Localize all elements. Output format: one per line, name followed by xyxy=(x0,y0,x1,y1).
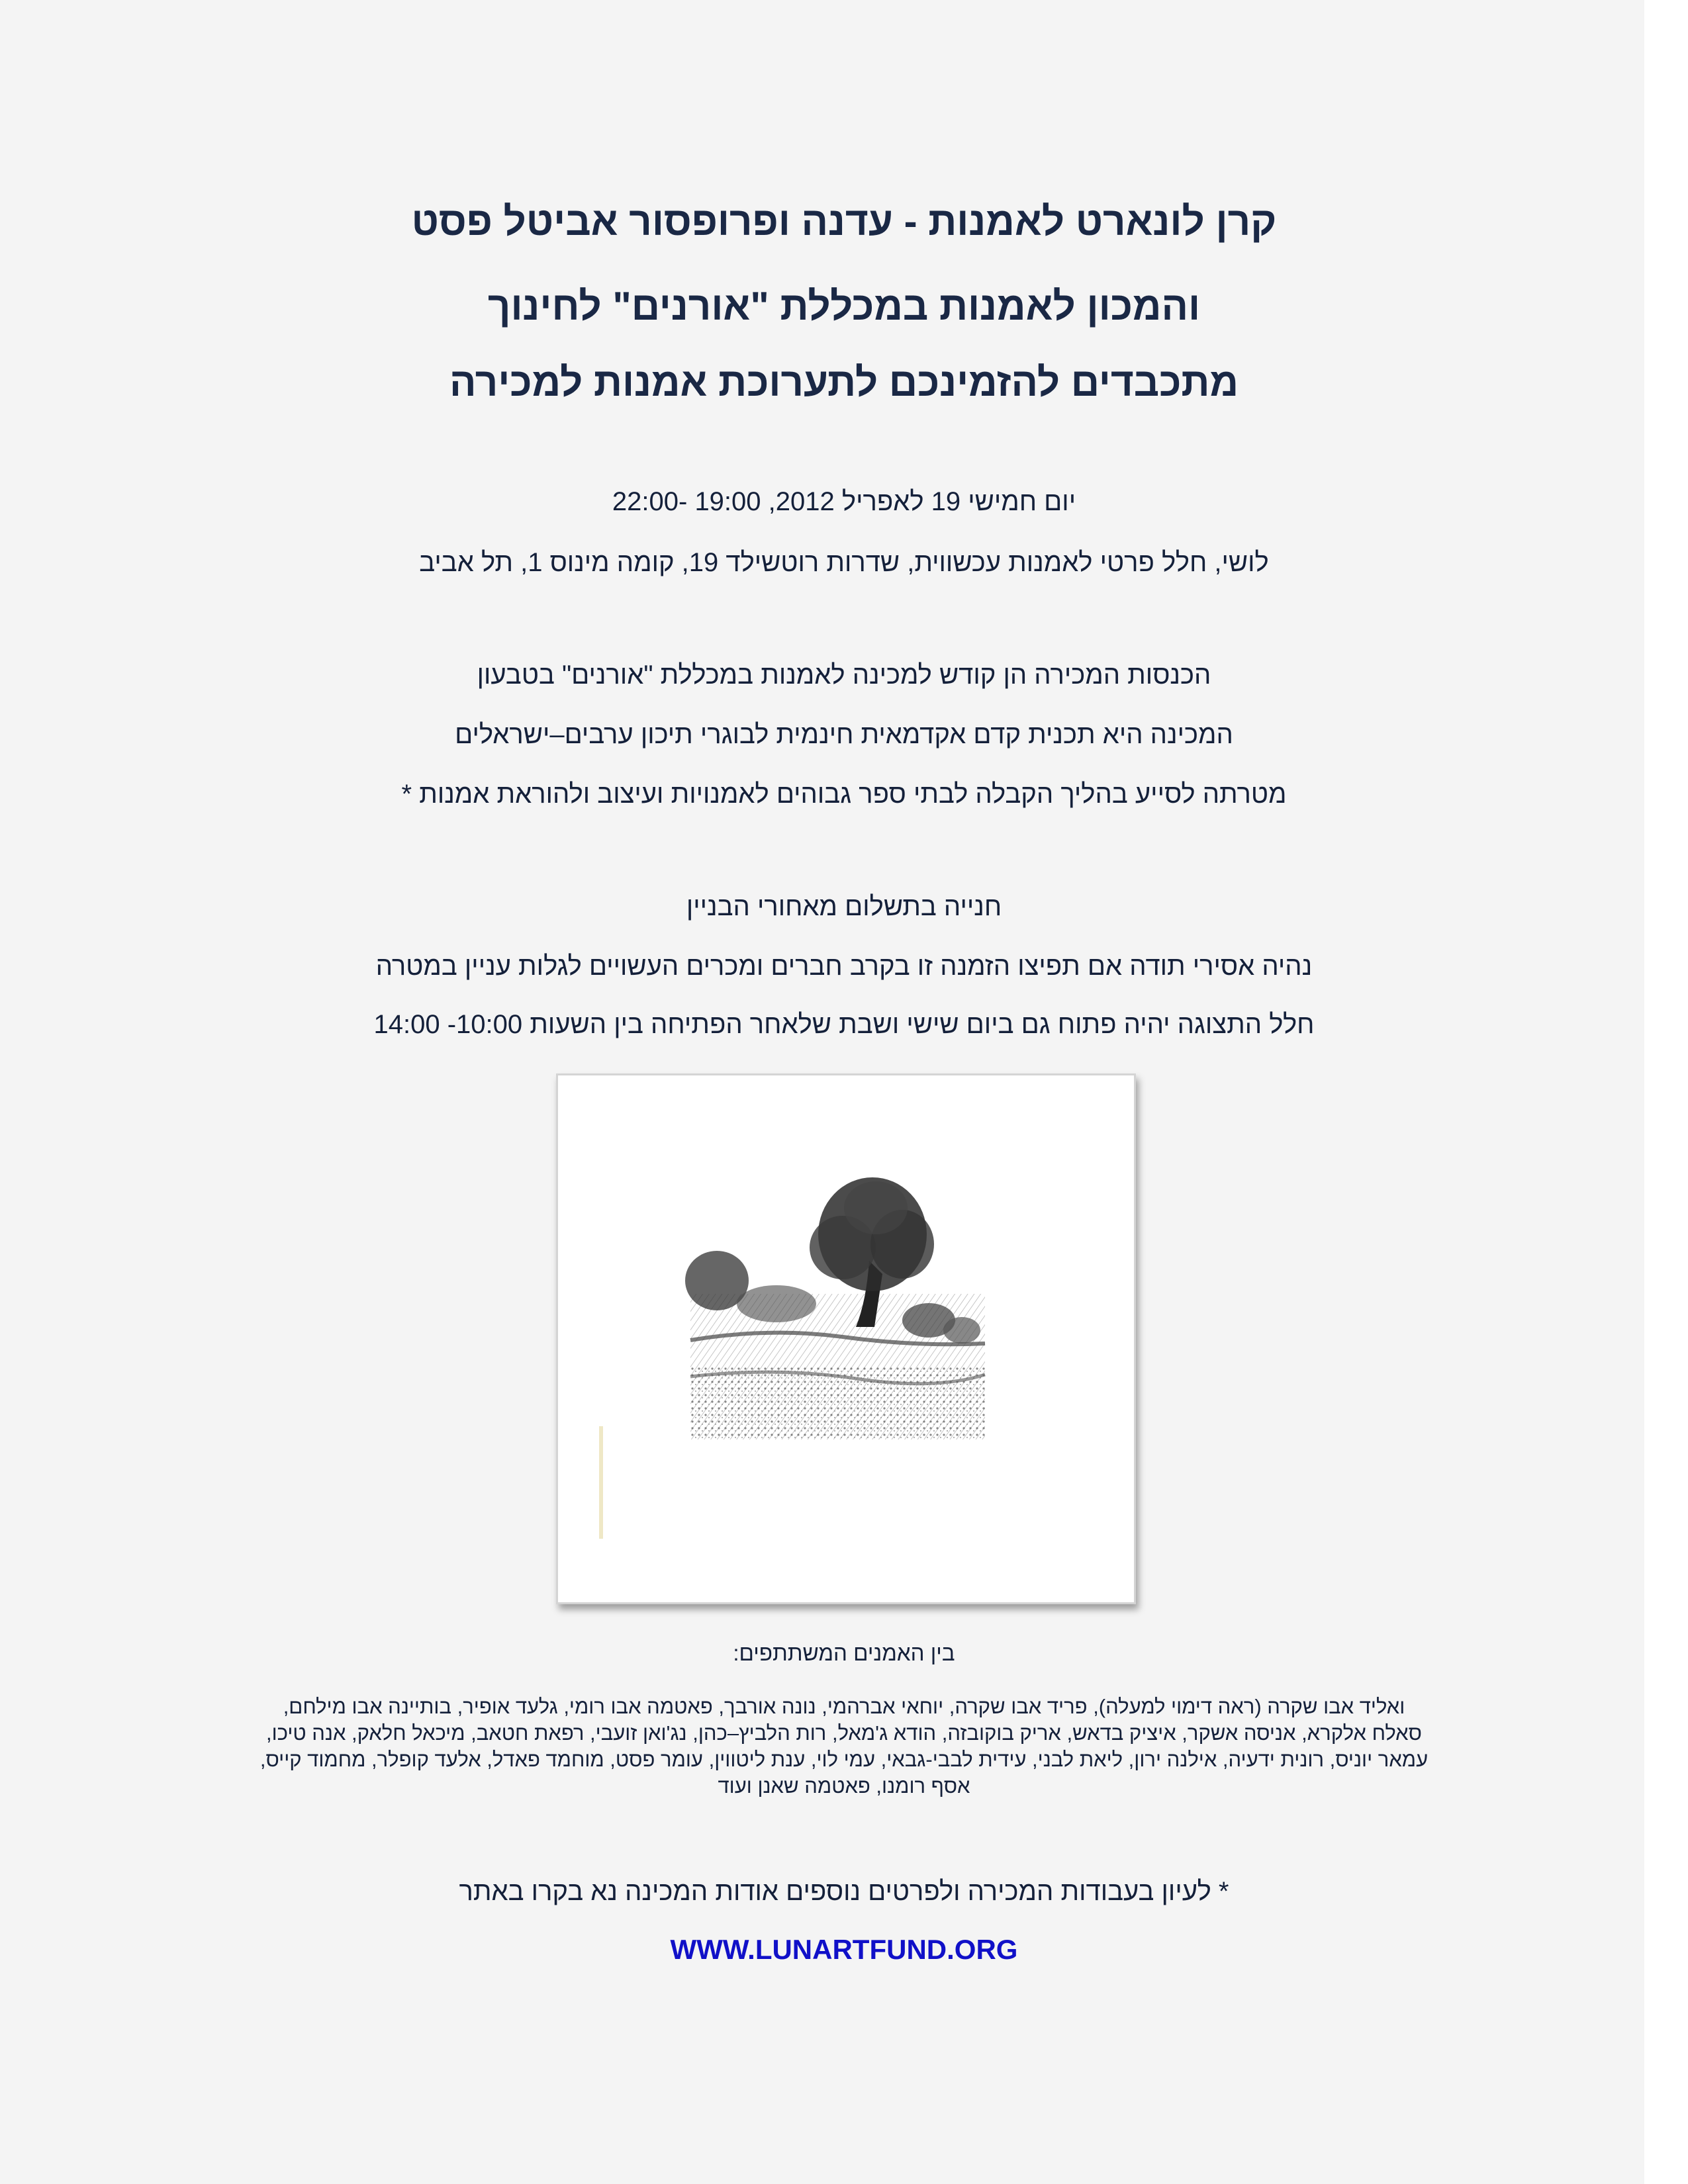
website-link[interactable]: WWW.LUNARTFUND.ORG xyxy=(670,1934,1018,1965)
artists-line-3: עמאר יוניס, רונית ידעיה, אילנה ירון, ליאת לבני, עידית לבבי-גבאי, עמי לוי, ענת ליטווין, עומר פסט, מוחמד פאדל, אלעד קופלר, מחמוד קייס, xyxy=(259,1748,1429,1771)
artists-line-4: אסף רומנו, פאטמה שאנן ועוד xyxy=(718,1774,970,1797)
artists-line-2: סאלח אלקרא, אניסה אשקר, איציק בדאש, אריק בוקובזה, הודא ג'מאל, רות הלביץ–כהן, נג'ואן זועבי, רפאת חטאב, מיכאל חלאק, אנה טיכו, xyxy=(266,1721,1422,1745)
footer-note: * לעיון בעבודות המכירה ולפרטים נוספים אודות המכינה נא בקרו באתר xyxy=(459,1877,1229,1906)
parking-info: חנייה בתשלום מאחורי הבניין xyxy=(686,892,1002,921)
event-location: לושי, חלל פרטי לאמנות עכשווית, שדרות רוטשילד 19, קומה מינוס 1, תל אביב xyxy=(419,548,1269,577)
artists-line-1: ואליד אבו שקרה (ראה דימוי למעלה), פריד אבו שקרה, יוחאי אברהמי, נונה אורבך, פאטמה אבו רומי, גלעד אופיר, בותיינה אבו מילחם, xyxy=(283,1695,1405,1718)
purpose-line-3: מטרתה לסייע בהליך הקבלה לבתי ספר גבוהים לאמנויות ועיצוב ולהוראת אמנות * xyxy=(401,780,1287,809)
heading-line-1: קרן לונארט לאמנות - עדנה ופרופסור אביטל פסט xyxy=(411,199,1277,244)
share-request: נהיה אסירי תודה אם תפיצו הזמנה זו בקרב חברים ומכרים העשויים לגלות עניין במטרה xyxy=(375,952,1313,981)
heading-line-3: מתכבדים להזמינכם לתערוכת אמנות למכירה xyxy=(449,360,1239,404)
event-date-time: יום חמישי 19 לאפריל 2012, 19:00 -22:00 xyxy=(612,487,1076,516)
artwork-image xyxy=(556,1073,1136,1604)
purpose-line-1: הכנסות המכירה הן קודש למכינה לאמנות במכללת "אורנים" בטבעון xyxy=(477,660,1211,690)
heading-line-2: והמכון לאמנות במכללת "אורנים" לחינוך xyxy=(487,284,1201,328)
olive-tree-drawing-icon xyxy=(558,1075,1134,1602)
purpose-line-2: המכינה היא תכנית קדם אקדמאית חינמית לבוגרי תיכון ערבים–ישראלים xyxy=(455,720,1233,749)
opening-hours: חלל התצוגה יהיה פתוח גם ביום שישי ושבת שלאחר הפתיחה בין השעות 10:00- 14:00 xyxy=(373,1010,1315,1039)
artists-heading: בין האמנים המשתתפים: xyxy=(733,1641,955,1665)
